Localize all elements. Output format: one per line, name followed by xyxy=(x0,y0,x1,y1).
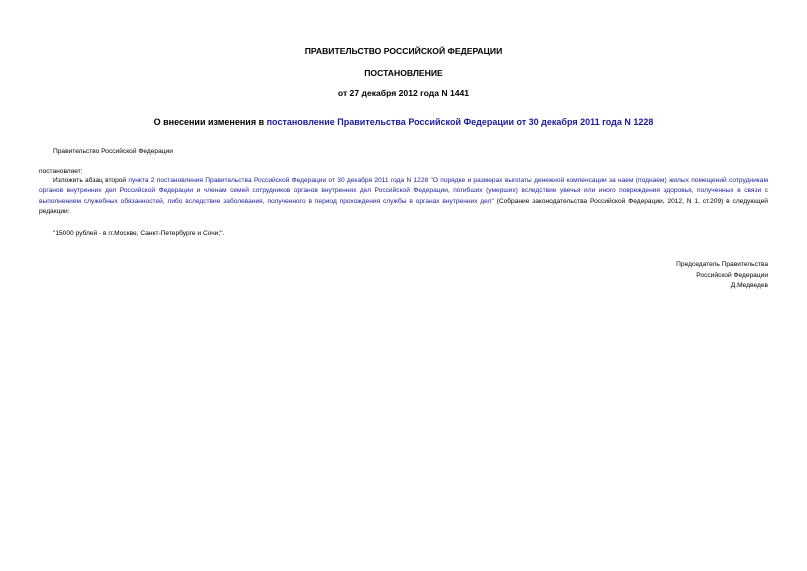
signature-org: Российской Федерации xyxy=(696,271,768,279)
issuer-name: Правительство Российской Федерации xyxy=(53,148,173,155)
signature-block xyxy=(676,260,768,292)
signature-name: Д.Медведев xyxy=(730,282,768,290)
government-heading: ПРАВИТЕЛЬСТВО РОССИЙСКОЙ ФЕДЕРАЦИИ xyxy=(304,46,503,56)
document-title xyxy=(0,117,807,128)
quoted-text: "15000 рублей - в гг.Москве, Санкт-Петербурге и Сочи;". xyxy=(53,230,225,237)
title-link[interactable]: постановление Правительства Российской Федерации от 30 декабря 2011 года N 1228 xyxy=(266,117,654,127)
paragraph-link[interactable]: пункта 2 постановления Правительства Российской Федерации от 30 декабря 2011 года N 1228 "О порядке и размерах выплаты денежной компенсации за наем (поднаем) жилых помещений сотрудникам органов внутренних дел Российской Федерации и членам семей сотрудников органов внутренних дел Российской Федерации, погибших (умерших) вследствие увечья или иного повреждения здоровья, полученных в связи с выполнением служебных обязанностей, либо вследствие заболевания, полученного в период прохождения службы в органах внутренних дел" xyxy=(39,177,768,205)
signature-title: Председатель Правительства xyxy=(676,261,768,268)
paragraph-end: (Собрание законодательства Российской Федерации, 2012, N 1, ст.209) в следующей редакции: xyxy=(39,197,768,216)
document-date-number: от 27 декабря 2012 года N 1441 xyxy=(337,88,470,98)
body-paragraph xyxy=(39,176,768,218)
paragraph-start: Изложить абзац второй xyxy=(53,177,129,184)
title-prefix: О внесении изменения в xyxy=(153,117,267,127)
document-type-heading: ПОСТАНОВЛЕНИЕ xyxy=(364,68,443,78)
decrees-word: постановляет: xyxy=(39,168,83,175)
